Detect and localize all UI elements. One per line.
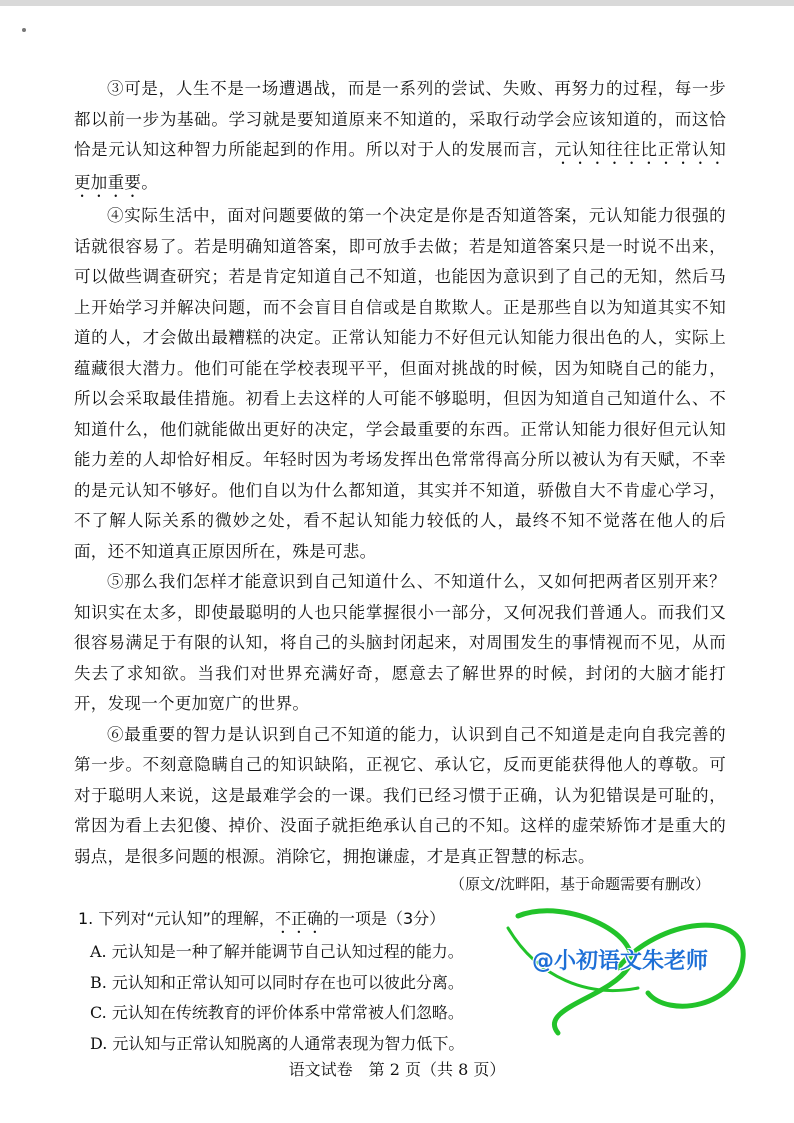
source-citation: （原文/沈畔阳，基于命题需要有删改） bbox=[449, 875, 710, 893]
paragraph-6: ⑥最重要的智力是认识到自己不知道的能力，认识到自己不知道是走向自我完善的第一步。不刻意隐瞒自己的知识缺陷，正视它、承认它，反而更能获得他人的尊敬。可对于聪明人来说，这是最难学会的一课。我们已经习惯于正确，认为犯错误是可耻的，常因为看上去犯傻、掉价、没面子就拒绝承认自己的不知。这样的虚荣矫饰才是重大的弱点，是很多问题的根源。消除它，拥抱谦虚，才是真正智慧的标志。 bbox=[74, 724, 726, 866]
paragraph-4: ④实际生活中，面对问题要做的第一个决定是你是否知道答案，元认知能力很强的话就很容易了。若是明确知道答案，即可放手去做；若是知道答案只是一时说不出来，可以做些调查研究；若是肯定知道自己不知道，也能因为意识到了自己的无知，然后马上开始学习并解决问题，而不会盲目自信或是自欺欺人。正是那些自以为知道其实不知道的人，才会做出最糟糕的决定。正常认知能力不好但元认知能力很出色的人，实际上蕴藏很大潜力。他们可能在学校表现平平，但面对挑战的时候，因为知晓自己的能力，所以会采取最佳措施。初看上去这样的人可能不够聪明，但因为知道自己知道什么、不知道什么，他们就能做出更好的决定，学会最重要的东西。正常认知能力很好但元认知能力差的人却恰好相反。年轻时因为考场发挥出色常常得高分所以被认为有天赋，不幸的是元认知不够好。他们自以为什么都知道，其实并不知道，骄傲自大不肯虚心学习，不了解人际关系的微妙之处，看不起认知能力较低的人，最终不知不觉落在他人的后面，还不知道真正原因所在，殊是可悲。 bbox=[74, 206, 726, 561]
scan-dot bbox=[22, 28, 26, 32]
paragraph-5: ⑤那么我们怎样才能意识到自己知道什么、不知道什么，又如何把两者区别开来？知识实在太多，即使最聪明的人也只能掌握很小一部分，又何况我们普通人。而我们又很容易满足于有限的认知，将自己的头脑封闭起来，对周围发生的事情视而不见，从而失去了求知欲。当我们对世界充满好奇，愿意去了解世界的时候，封闭的大脑才能打开，发现一个更加宽广的世界。 bbox=[74, 572, 726, 713]
emphasized-phrase: 元认知往往比正常认知更加重要 bbox=[74, 140, 726, 192]
option-c: C. 元认知在传统教育的评价体系中常常被人们忽略。 bbox=[90, 1003, 464, 1022]
option-b: B. 元认知和正常认知可以同时存在也可以彼此分离。 bbox=[90, 972, 464, 992]
paragraph-3-end: 。 bbox=[141, 173, 159, 192]
question-stem-emphasis: 不正确 bbox=[274, 909, 323, 928]
paragraph-3 bbox=[74, 74, 726, 201]
reading-passage bbox=[74, 74, 726, 872]
option-d: D. 元认知与正常认知脱离的人通常表现为智力低下。 bbox=[90, 1033, 465, 1053]
paragraph-3-text: ③可是，人生不是一场遭遇战，而是一系列的尝试、失败、再努力的过程，每一步都以前一步为基础。学习就是要知道原来不知道的，采取行动学会应该知道的，而这恰恰是元认知这种智力所能起到的作用。所以对于人的发展而言， bbox=[74, 79, 726, 159]
question-stem-start: 1. 下列对“元认知”的理解， bbox=[78, 909, 275, 928]
page-footer: 语文试卷 第 2 页（共 8 页） bbox=[288, 1060, 506, 1079]
option-a: A. 元认知是一种了解并能调节自己认知过程的能力。 bbox=[90, 942, 464, 961]
question-stem-end: 的一项是（3分） bbox=[322, 909, 446, 928]
scan-top-edge bbox=[0, 0, 794, 6]
watermark-text: @小初语文朱老师 bbox=[532, 949, 709, 974]
